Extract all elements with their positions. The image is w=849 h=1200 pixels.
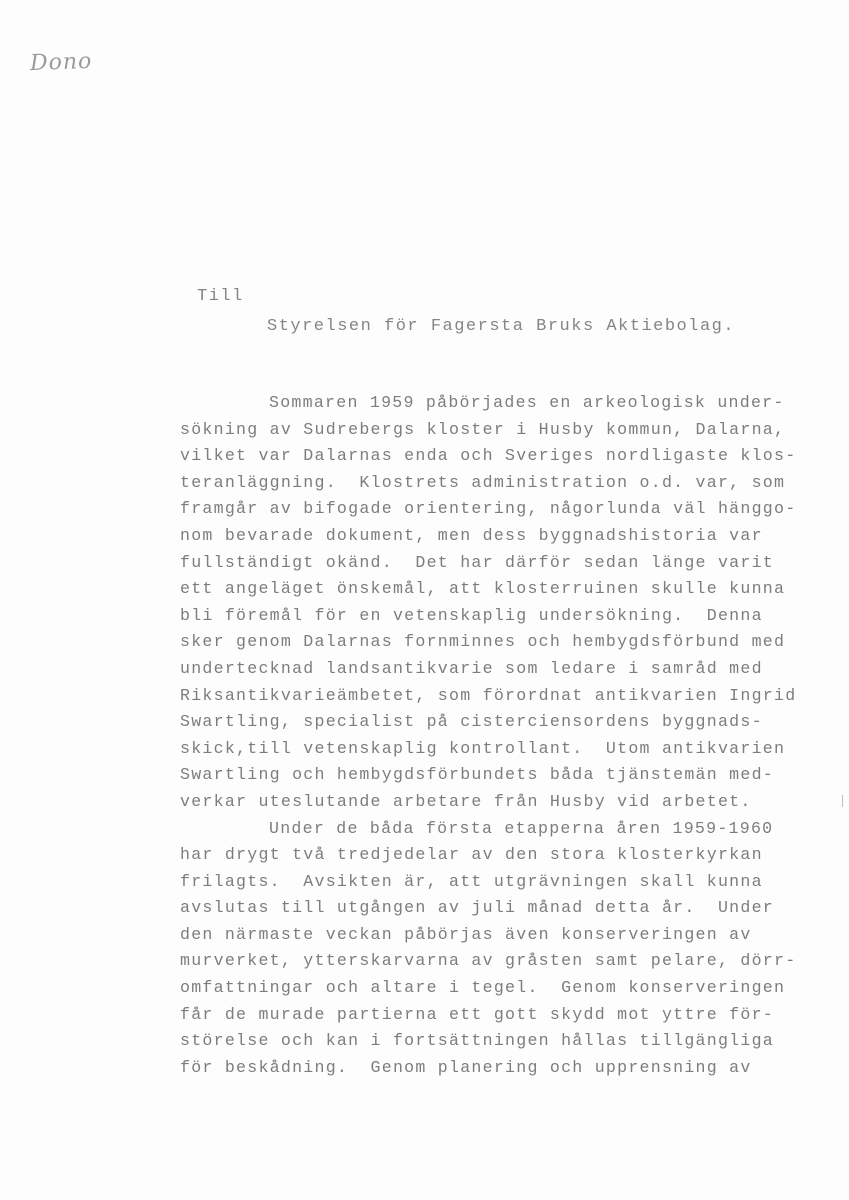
body-line: frilagts. Avsikten är, att utgrävningen skall kunna	[180, 871, 763, 891]
body-line: bli föremål för en vetenskaplig undersökning. Denna	[180, 605, 763, 625]
body-line: får de murade partierna ett gott skydd mot yttre för-	[180, 1004, 775, 1024]
margin-mark	[842, 795, 847, 807]
body-line: störelse och kan i fortsättningen hållas tillgängliga	[180, 1031, 775, 1051]
body-line: Sommaren 1959 påbörjades en arkeologisk under-	[269, 393, 785, 412]
body-line: sökning av Sudrebergs kloster i Husby kommun, Dalarna,	[180, 419, 786, 439]
body-line: den närmaste veckan påbörjas även konserveringen av	[180, 924, 752, 944]
body-line: Riksantikvarieämbetet, som förordnat antikvarien Ingrid	[180, 685, 797, 705]
body-line: murverket, ytterskarvarna av gråsten samt pelare, dörr-	[180, 951, 797, 971]
body-line: för beskådning. Genom planering och upprensning av	[180, 1057, 752, 1077]
body-line: Under de båda första etapperna åren 1959-1960	[269, 818, 774, 838]
body-line: ett angeläget önskemål, att klosterruinen skulle kunna	[180, 579, 786, 599]
body-line: verkar uteslutande arbetare från Husby vid arbetet.	[180, 791, 752, 811]
body-line: Swartling och hembygdsförbundets båda tjänstemän med-	[180, 765, 775, 785]
body-line: Swartling, specialist på cisterciensordens byggnads-	[180, 712, 763, 732]
body-line: framgår av bifogade orientering, någorlunda väl hänggo-	[180, 499, 797, 519]
handwritten-note: Dono	[29, 48, 93, 77]
body-line: omfattningar och altare i tegel. Genom konserveringen	[180, 978, 786, 998]
salutation: Till	[197, 287, 244, 306]
body-line: skick,till vetenskaplig kontrollant. Utom antikvarien	[180, 738, 786, 758]
letter-body	[180, 390, 797, 1081]
addressee: Styrelsen för Fagersta Bruks Aktiebolag.	[267, 317, 736, 336]
body-line: vilket var Dalarnas enda och Sveriges nordligaste klos-	[180, 446, 797, 466]
body-line: sker genom Dalarnas fornminnes och hembygdsförbund med	[180, 632, 786, 652]
body-line: fullständigt okänd. Det har därför sedan länge varit	[180, 552, 775, 572]
body-line: nom bevarade dokument, men dess byggnadshistoria var	[180, 525, 763, 545]
body-line: avslutas till utgången av juli månad detta år. Under	[180, 898, 775, 918]
body-line: teranläggning. Klostrets administration o.d. var, som	[180, 472, 786, 492]
body-line: har drygt två tredjedelar av den stora klosterkyrkan	[180, 845, 763, 865]
body-line: undertecknad landsantikvarie som ledare i samråd med	[180, 658, 763, 678]
